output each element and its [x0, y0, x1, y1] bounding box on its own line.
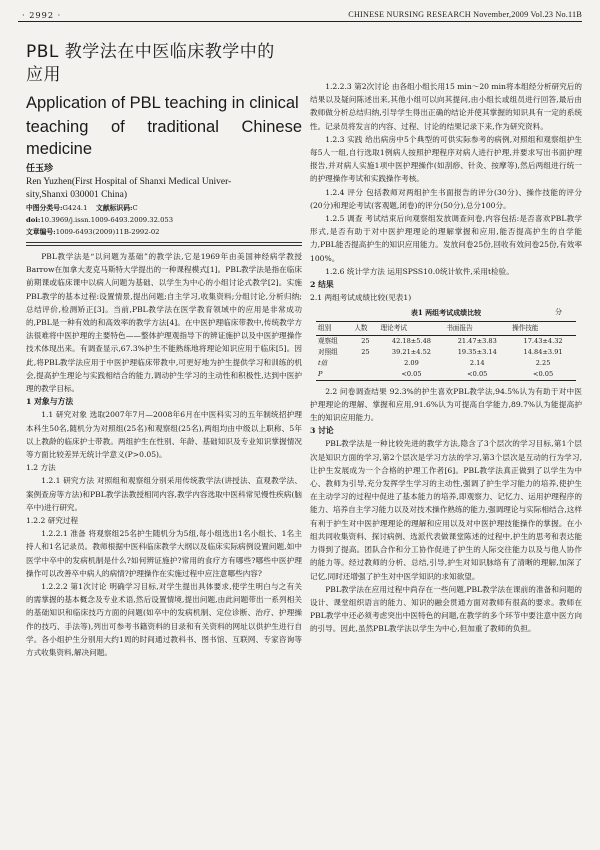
title-en-line2: teaching of traditional Chinese medicine [26, 118, 302, 158]
article-no-label: 文章编号: [26, 228, 56, 236]
author-cn: 任玉珍 [26, 164, 54, 174]
table-cell: t值 [318, 358, 328, 367]
section-heading-1-2: 1.2 方法 [26, 463, 56, 473]
table-cell: 2.14 [469, 358, 485, 367]
page-number: · 2992 · [22, 10, 62, 20]
left-column [26, 40, 302, 659]
table-cell: 19.35±3.14 [457, 347, 497, 356]
right-column [310, 80, 582, 636]
table-caption [310, 306, 582, 319]
table-cell: <0.05 [444, 369, 510, 381]
table-cell: 17.43±4.32 [523, 336, 563, 345]
discussion-paragraph-2: PBL教学法在应用过程中尚存在一些问题,PBL教学法在课前的准备和问题的设计、课堂组织语言的能力、知识的融会贯通方面对教师有很高的要求。教师在PBL教学中还必须考虑突出中医特色的问题,在教学的多个环节中要注意中医方向的引导。因此,虽然PBL教学法以学生为中心,但加重了教师的负担。 [310, 584, 582, 634]
journal-info: CHINESE NURSING RESEARCH November,2009 Vol.23 No.11B [348, 10, 582, 19]
section-heading-2: 2 结果 [310, 280, 334, 290]
table-cell: <0.05 [510, 369, 576, 381]
table-cell: 14.84±3.91 [523, 347, 563, 356]
doc-code-label: 文献标识码: [96, 204, 133, 212]
paragraph-2-2: 2.2 问卷调查结果 92.3%的护生喜欢PBL教学法,94.5%认为有助于对中医护理理论的理解、掌握和应用,91.6%认为可提高自学能力,89.7%认为能提高护生的知识应用能力。 [310, 386, 582, 423]
paragraph-1-2-2-3: 1.2.2.3 第2次讨论 由各组小组长用15 min～20 min将本组经分析研究后的结果以及疑问陈述出来,其他小组可以向其提问,由小组长或组员进行回答,最后由教师做分析总结归纳,引导学生得出正确的结论并使其掌握的知识具有一定的系统性。记录员将发言的内容、过程、讨论的结果记录下来,作为研究资料。 [310, 82, 582, 131]
table-cell [352, 358, 378, 369]
paragraph-2-1: 2.1 两组考试成绩比较(见表1) [310, 293, 412, 303]
doi-label: doi: [26, 216, 41, 224]
paragraph-1-2-3: 1.2.3 实践 给出病房中5个典型的可供实际参考的病例,对照组和观察组护生每5人一组,自行选取1例病人按照护理程序对病人进行护理,并要求写出书面护理报告,并对病人实施1项中医护理操作(如刮痧、针灸、按摩等),然后两组进行统一的护理操作考试和实践操作考核。 [310, 134, 582, 184]
separator-thick [26, 242, 302, 243]
table-row [316, 335, 576, 347]
intro-paragraph: PBL教学法是“以问题为基础”的教学法,它是1969年由美国神经病学教授Barrow在加拿大麦克马斯特大学提出的一种课程模式[1]。PBL教学法是指在临床前期课或临床课中以病人问题为基础、以学生为中心的小组讨论式教学[2]。实施PBL教学的基本过程:设置情景,提出问题;自主学习,收集资料;分组讨论,分析归纳;总结评价,检测矫正[3]。当前,PBL教学法在医学教育领域中的应用是非常成功的,PBL是一种有效的和高效率的教学方法[4]。在中医护理临床带教中,传统教学方法很难将中医护理的主要特色——整体护理观指导下的辨证施护以及中医护理操作技术体现出来。有调查显示,67.3%护生不能熟练地将理论知识应用于临床[5]。因此,将PBL教学法应用于中医护理临床带教中,可更好地为护生提供学习和训练的机会,提高护生理论与实践相结合的能力,调动护生学习的主动性和积极性,达到中医护理的教学目标。 [26, 252, 302, 394]
title-cn-line2: 应用 [26, 65, 61, 85]
table-cell: 观察组 [318, 336, 338, 345]
separator-thin [26, 245, 302, 246]
paragraph-1-2-2-1: 1.2.2.1 准备 将观察组25名护生随机分为5组,每小组选出1名小组长、1名主持人和1名记录员。教师根据中医科临床教学大纲以及临床实际病例设置问题,如中医学中卒中的发病机制是什么?如何辨证施护?常用的食疗方有哪些?哪些中医护理操作可以改善卒中病人的病情?护理操作在实施过程中应注意哪些内容? [26, 529, 302, 578]
clc-label: 中图分类号: [26, 204, 63, 212]
paragraph-1-2-6: 1.2.6 统计学方法 运用SPSS10.0统计软件,采用t检验。 [325, 266, 514, 276]
table-cell: 2.25 [535, 358, 551, 367]
table-row [316, 369, 576, 381]
table-header-cell: 理论考试 [379, 321, 445, 335]
paragraph-1-2-2-2: 1.2.2.2 第1次讨论 明确学习目标,对学生提出具体要求,使学生明白与之有关的需掌握的基本概念及专业术语,然后设置情境,提出问题,由此问题带出一系列相关的基础知识和临床技巧方面的问题(如卒中的发病机制、定位诊断、治疗、护理操作的技巧、手法等),列出可参考书籍资料的目录和有关资料的网址以供护生进行自学。各小组护生分别用大约1周的时间通过教科书、图书馆、互联网、专家咨询等方式收集资料,解决问题。 [26, 582, 302, 658]
affiliation-line2: sity,Shanxi 030001 China) [26, 190, 127, 200]
doi-line [26, 214, 302, 226]
section-heading-1-2-2: 1.2.2 研究过程 [26, 516, 79, 526]
results-table [316, 321, 576, 381]
section-heading-3: 3 讨论 [310, 426, 334, 436]
table-row [316, 358, 576, 369]
table-cell: 39.21±4.52 [391, 347, 431, 356]
section-heading-1: 1 对象与方法 [26, 397, 74, 407]
table-cell: 25 [361, 336, 370, 345]
table-cell [352, 369, 378, 381]
header-rule [18, 21, 582, 22]
clc-value: G424.1 [62, 204, 88, 212]
paragraph-1-2-1: 1.2.1 研究方法 对照组和观察组分别采用传统教学法(讲授法、直观教学法、案例查房等方法)和PBL教学法教授相同内容,教学内容选取中医科常见慢性疾病(脑卒中)进行研究。 [26, 476, 302, 512]
table-cell: P [316, 369, 352, 381]
article-no-value: 1009-6493(2009)11B-2992-02 [55, 228, 160, 236]
title-cn-line1: PBL 教学法在中医临床教学中的 [26, 42, 275, 62]
paragraph-1-1: 1.1 研究对象 选取2007年7月—2008年6月在中医科实习的五年制统招护理本科生50名,随机分为对照组(25名)和观察组(25名),两组均由中级以上职称、5年以上教龄的临床护士带教。两组护生在性别、年龄、基础知识及专业知识掌握情况等方面比较差异无统计学意义(P>0.05)。 [26, 410, 302, 460]
table-header-cell: 人数 [352, 321, 378, 335]
doi-value: 10.3969/j.issn.1009-6493.2009.32.053 [40, 216, 174, 224]
table-cell: 25 [361, 347, 370, 356]
paragraph-1-2-5: 1.2.5 调查 考试结束后向观察组发放调查问卷,内容包括:是否喜欢PBL教学形式,是否有助于对中医护理理论的理解掌握和应用,能否提高护生的自学能力,PBL能否提高护生的知识应用能力。发放问卷25份,回收有效问卷25份,有效率100%。 [310, 214, 582, 263]
article-number-line [26, 226, 302, 238]
table-cell: <0.05 [379, 369, 445, 381]
table-row [316, 347, 576, 358]
affiliation-line1: Ren Yuzhen(First Hospital of Shanxi Medical Univer- [26, 177, 232, 187]
table-cell: 21.47±3.83 [457, 336, 497, 345]
table-cell: 2.09 [404, 358, 419, 367]
classification-line [26, 202, 302, 214]
table-header-cell: 书面报告 [444, 321, 510, 335]
doc-code-value: C [132, 204, 138, 212]
paragraph-1-2-4: 1.2.4 评分 包括教师对两组护生书面报告的评分(30分)、操作技能的评分(20分)和理论考试(客观题,闭卷)的评分(50分),总分100分。 [310, 187, 582, 210]
table-header-cell: 操作技能 [510, 321, 576, 335]
table-title: 表1 两组考试成绩比较 [410, 308, 482, 318]
table-unit: 分 [555, 308, 562, 317]
table-cell: 42.18±5.48 [391, 336, 431, 345]
title-en-line1: Application of PBL teaching in clinical [26, 94, 299, 112]
table-header-cell: 组别 [316, 321, 352, 335]
table-header-row [316, 321, 576, 335]
discussion-paragraph-1: PBL教学法是一种比较先进的教学方法,隐含了3个层次的学习目标,第1个层次是知识方面的学习,第2个层次是学习方法的学习,第3个层次是互动的行为学习,让护生发展成为一个合格的护理工作者[6]。PBL教学法真正做到了以学生为中心、教师为引导,充分发挥学生学习的主动性,强调了护生学习能力的培养,使护生在主动学习的过程中促进了基本能力的培养,即观察力、记忆力、运用护理程序的能力、培养自主学习能力以及对技术操作熟练的能力,强调理论与实际相结合,这样有利于护生对中医护理理论的理解和应用以及对中医护理技能操作的掌握。在小组共同收集资料、探讨病例、选派代表做课堂陈述的过程中,护生的思考和表达能力得到了提高。团队合作和分工协作促进了护生的人际交往能力以及与他人协作的能力等。经过教师的分析、总结,引导,护生对知识脉络有了清晰的理解,加深了记忆,同时还增强了护生对中医学知识的求知欲望。 [310, 439, 582, 581]
table-cell: 对照组 [318, 347, 338, 356]
